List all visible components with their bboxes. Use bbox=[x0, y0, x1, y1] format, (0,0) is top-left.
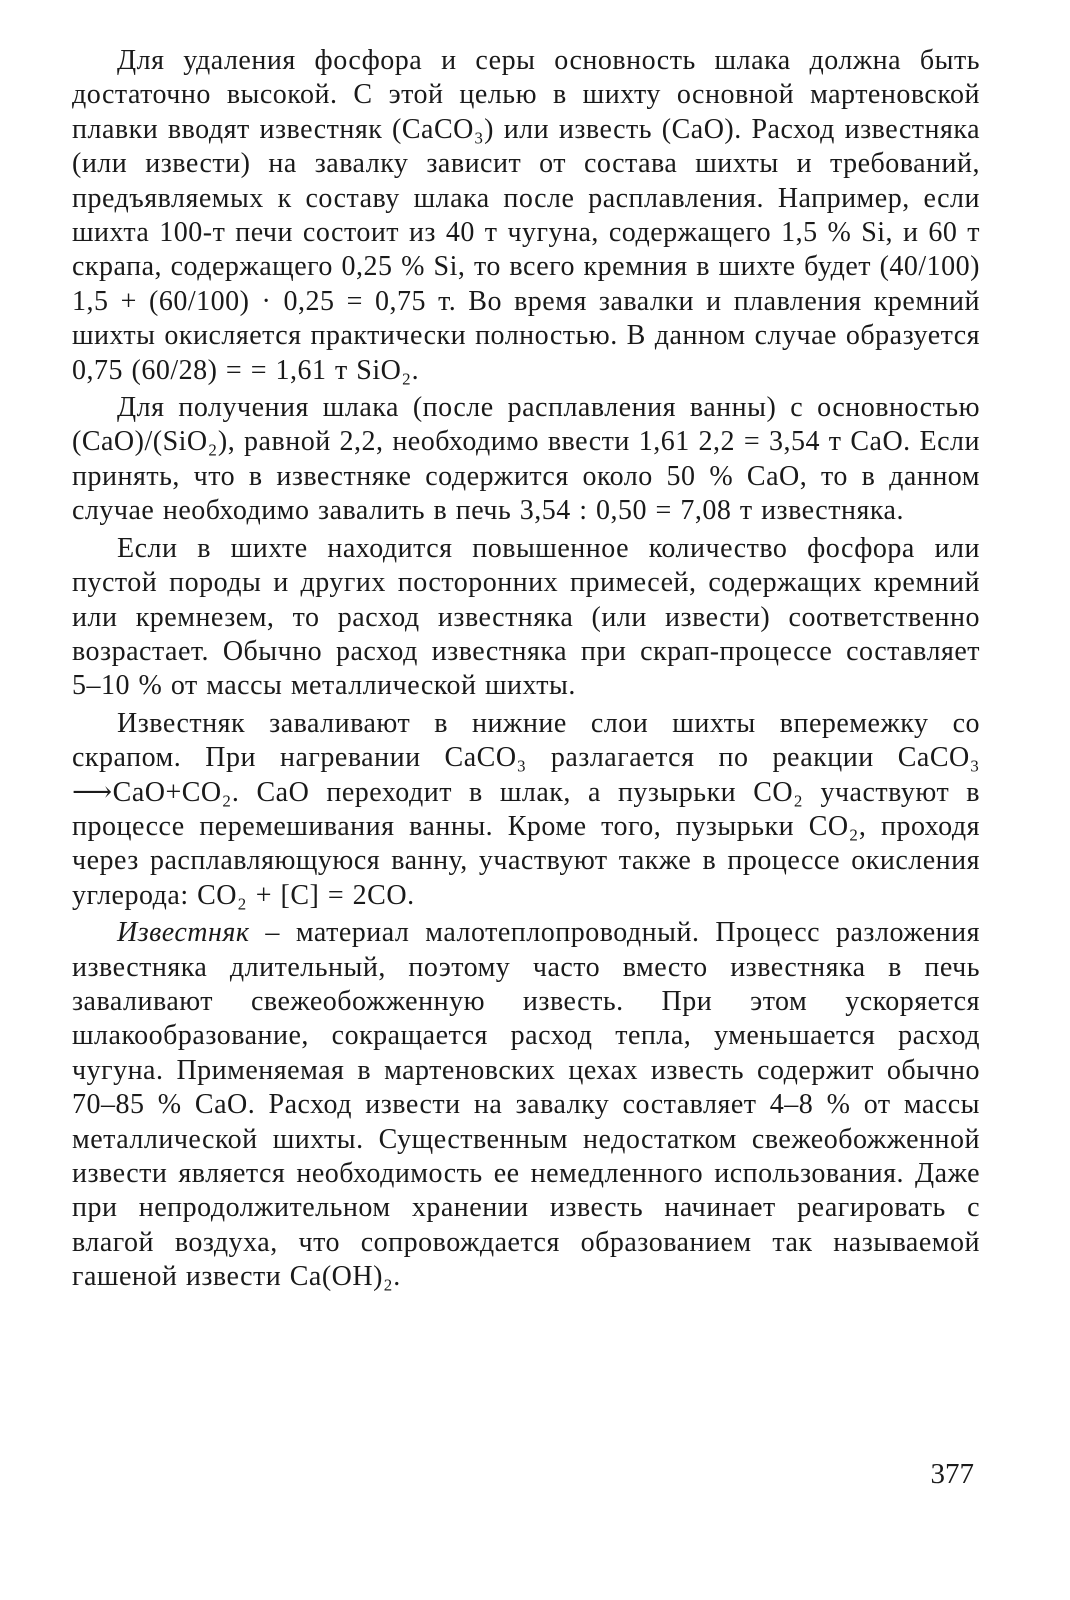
paragraph-2: Для получения шлака (после расплавления ванны) с основностью (CaO)/(SiO₂), равной 2,2, необходимо ввести 1,61 2,2 = 3,54 т CaO. Если принять, что в известняке содержится около 50 % CaO, то в данном случае необходимо завалить в печь 3,54 : 0,50 = 7,08 т известняка. bbox=[72, 392, 980, 527]
paragraph-4: Известняк заваливают в нижние слои шихты вперемежку со скрапом. При нагревании CaCO₃ разлагается по реакции CaCO₃ ⟶CaO+CO₂. CaO переходит в шлак, а пузырьки CO₂ участвуют в процессе перемешивания ванны. Кроме того, пузырьки CO₂, проходя через расплавляющуюся ванну, участвуют также в процессе окисления углерода: CO₂ + [C] = 2CO. bbox=[72, 707, 980, 911]
page-body bbox=[72, 44, 980, 1298]
paragraph-5 bbox=[72, 916, 980, 1294]
paragraph-3: Если в шихте находится повышенное количество фосфора или пустой породы и других посторонних примесей, содержащих кремний или кремнезем, то расход известняка (или извести) соответственно возрастает. Обычно расход известняка при скрап-процессе составляет 5–10 % от массы металлической шихты. bbox=[72, 532, 980, 702]
paragraph-5-text: – материал малотеплопроводный. Процесс разложения известняка длительный, поэтому часто вместо известняка в печь заваливают свежеобожженную известь. При этом ускоряется шлакообразование, сокращается расход тепла, уменьшается расход чугуна. Применяемая в мартеновских цехах известь содержит обычно 70–85 % CaO. Расход извести на завалку составляет 4–8 % от массы металлической шихты. Существенным недостатком свежеобожженной извести является необходимость ее немедленного использования. Даже при непродолжительном хранении известь начинает реагировать с влагой воздуха, что сопровождается образованием так называемой гашеной извести Ca(OH)₂. bbox=[72, 917, 980, 1293]
paragraph-5-lead-term: Известняк bbox=[117, 917, 250, 949]
page-number: 377 bbox=[930, 1458, 974, 1490]
paragraph-1: Для удаления фосфора и серы основность шлака должна быть достаточно высокой. С этой целью в шихту основной мартеновской плавки вводят известняк (CaCO₃) или известь (CaO). Расход известняка (или извести) на завалку зависит от состава шихты и требований, предъявляемых к составу шлака после расплавления. Например, если шихта 100-т печи состоит из 40 т чугуна, содержащего 1,5 % Si, и 60 т скрапа, содержащего 0,25 % Si, то всего кремния в шихте будет (40/100) 1,5 + (60/100) · 0,25 = 0,75 т. Во время завалки и плавления кремний шихты окисляется практически полностью. В данном случае образуется 0,75 (60/28) = = 1,61 т SiO₂. bbox=[72, 45, 980, 386]
